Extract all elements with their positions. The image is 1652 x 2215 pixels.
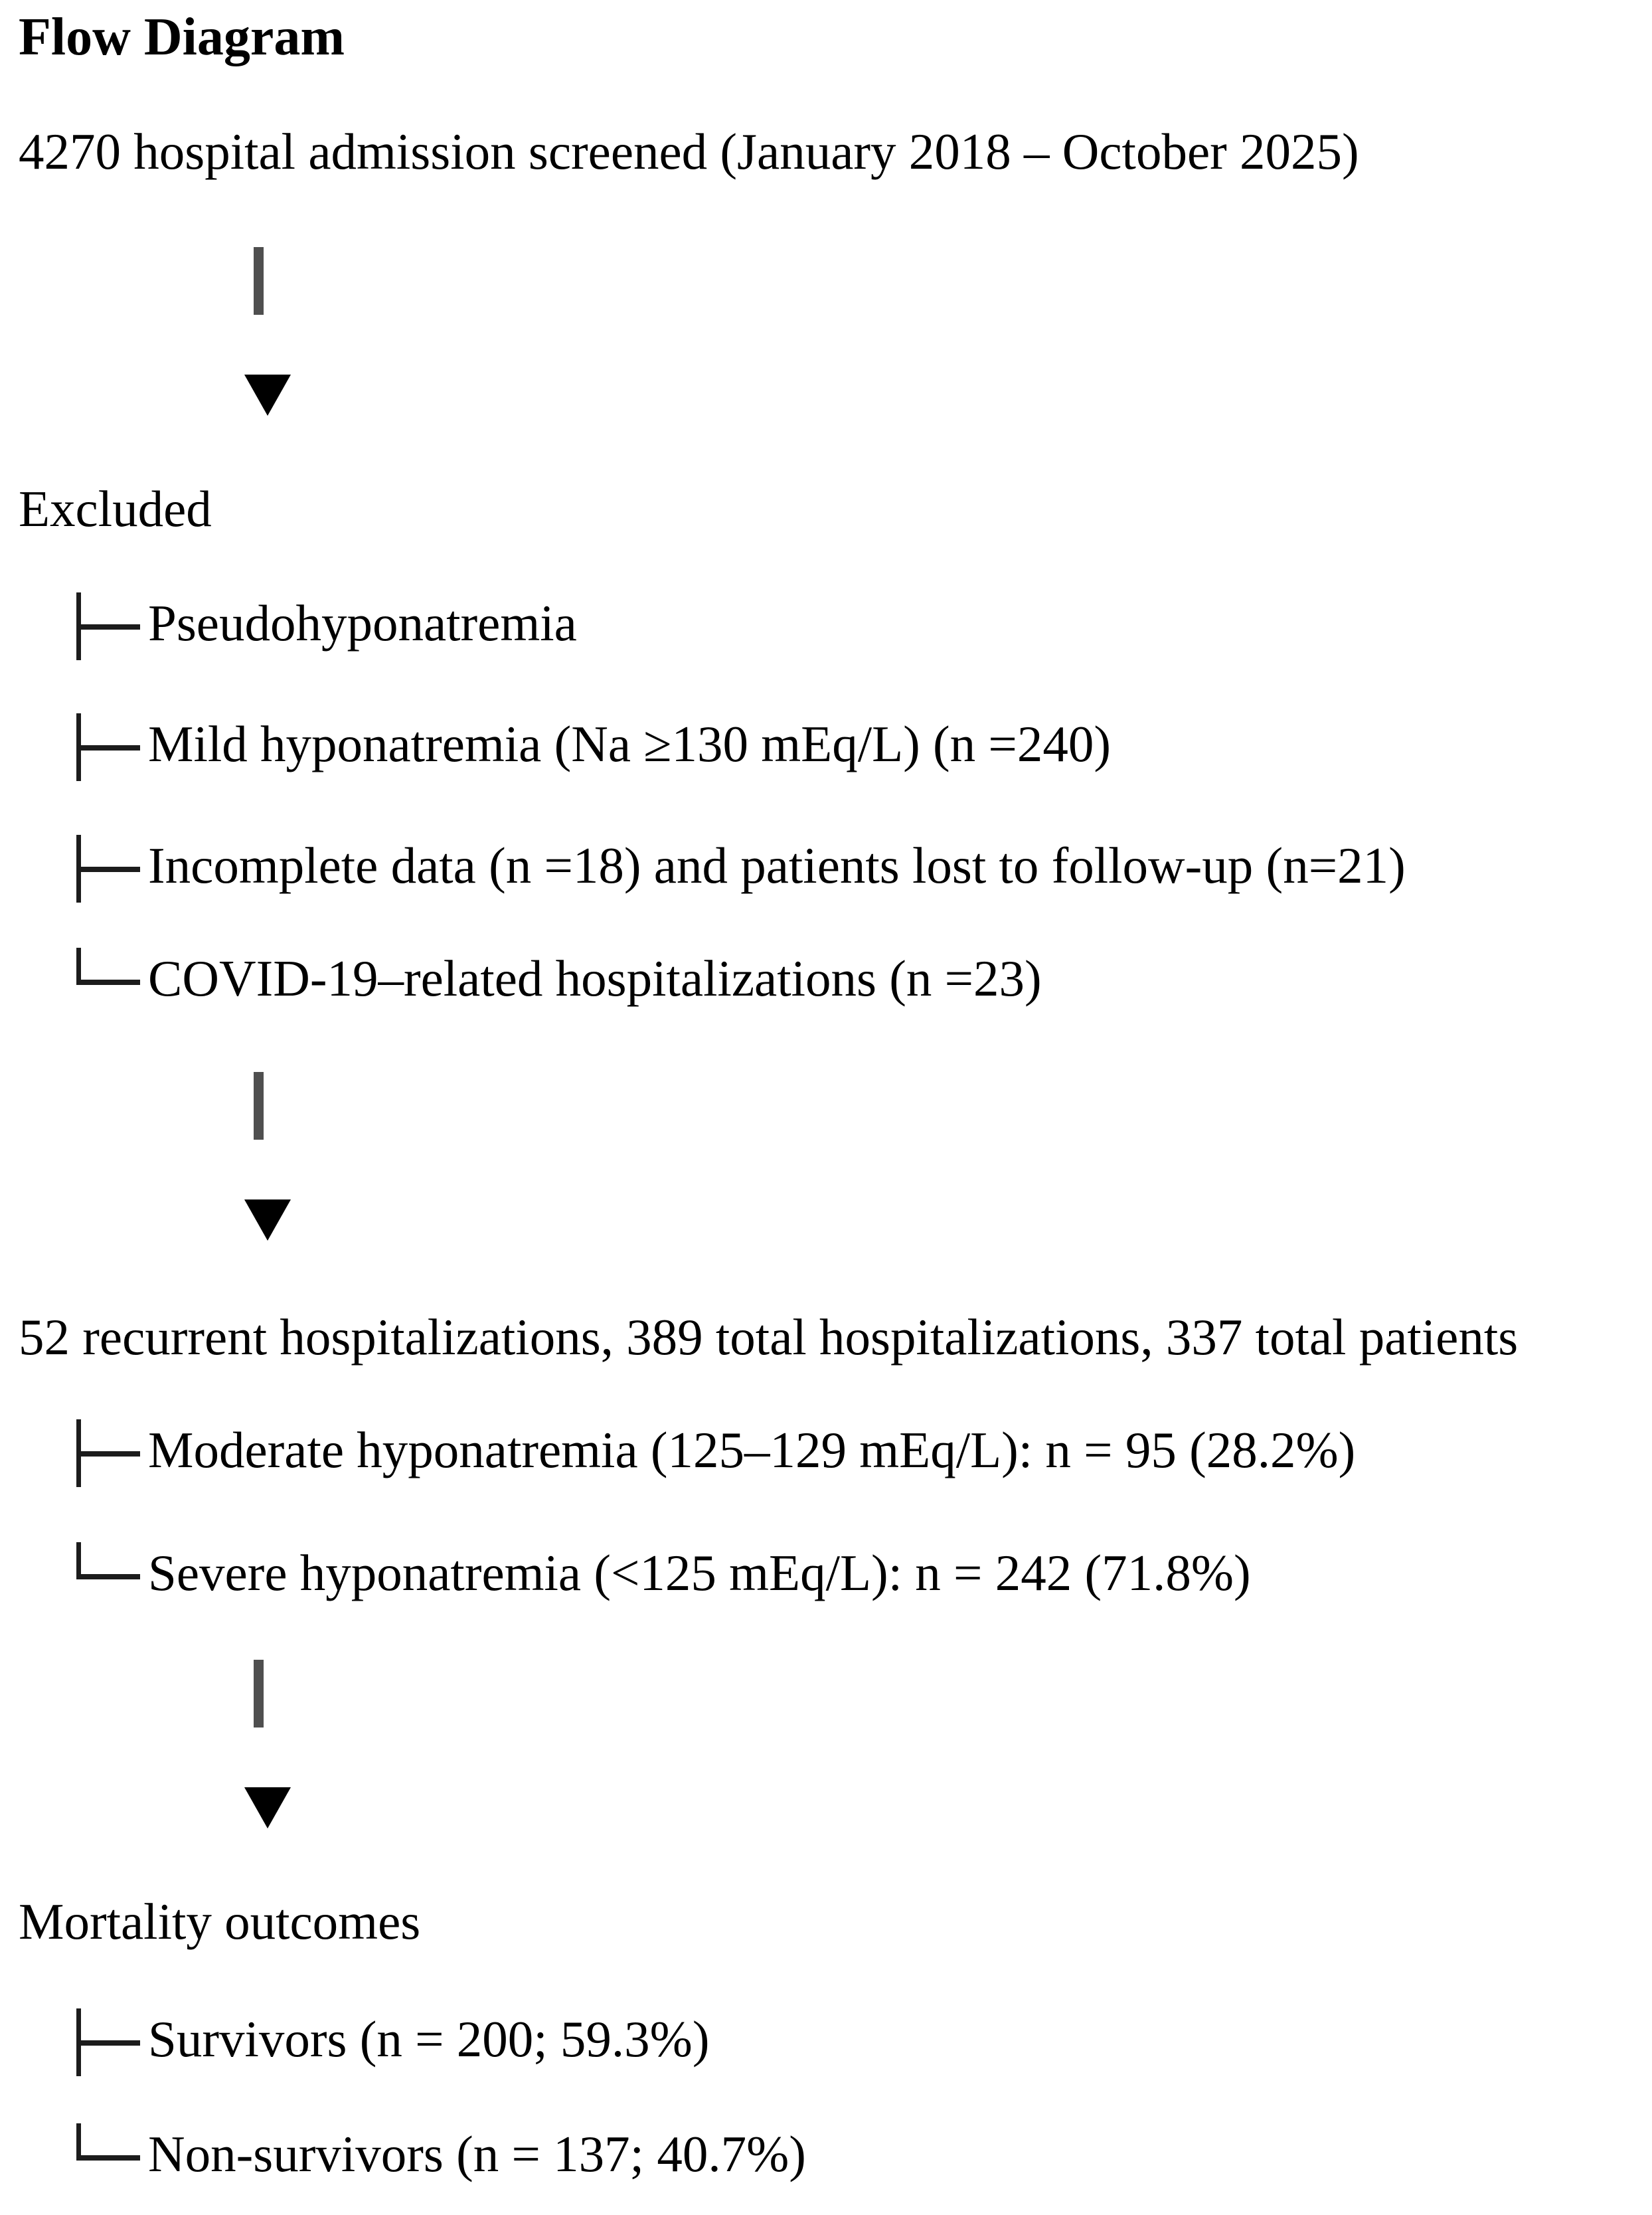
flow-arrow-2: [244, 1072, 317, 1241]
arrow-stem: [254, 1072, 264, 1140]
branch-horizontal-line: [76, 1451, 140, 1457]
tree-branch-end-icon: [76, 1540, 140, 1606]
tree-branch-icon: [76, 2006, 140, 2072]
branch-label: Pseudohyponatremia: [148, 594, 577, 652]
branch-label: Severe hyponatremia (<125 mEq/L): n = 242 (71.8%): [148, 1544, 1251, 1601]
tree-branch-end-icon: [76, 945, 140, 1012]
branch-row: [19, 711, 1652, 777]
branch-horizontal-line: [76, 2040, 140, 2046]
branch-horizontal-line: [76, 1574, 140, 1579]
page-title: Flow Diagram: [19, 8, 345, 66]
branch-horizontal-line: [76, 624, 140, 630]
tree-branch-icon: [76, 711, 140, 777]
arrow-down-icon: [244, 1787, 291, 1828]
branch-label: Mild hyponatremia (Na ≥130 mEq/L) (n =240): [148, 715, 1111, 772]
arrow-down-icon: [244, 1199, 291, 1241]
branch-label: Moderate hyponatremia (125–129 mEq/L): n = 95 (28.2%): [148, 1421, 1356, 1478]
section-heading-excluded: Excluded: [19, 480, 212, 537]
branch-horizontal-line: [76, 2155, 140, 2161]
branch-row: [19, 1417, 1652, 1483]
arrow-stem: [254, 247, 264, 315]
branch-horizontal-line: [76, 745, 140, 751]
branch-row: [19, 832, 1652, 899]
tree-branch-end-icon: [76, 2121, 140, 2187]
screened-line: 4270 hospital admission screened (January 2018 – October 2025): [19, 123, 1359, 180]
branch-label: Incomplete data (n =18) and patients lost to follow-up (n=21): [148, 837, 1406, 894]
branch-label: Non-survivors (n = 137; 40.7%): [148, 2125, 806, 2182]
branch-horizontal-line: [76, 867, 140, 872]
branch-label: Survivors (n = 200; 59.3%): [148, 2010, 710, 2068]
tree-branch-icon: [76, 590, 140, 656]
branch-row: [19, 2006, 1652, 2072]
branch-row: [19, 945, 1652, 1012]
branch-row: [19, 590, 1652, 656]
tree-branch-icon: [76, 832, 140, 899]
section-heading-mortality: Mortality outcomes: [19, 1893, 421, 1950]
branch-horizontal-line: [76, 980, 140, 985]
arrow-stem: [254, 1660, 264, 1728]
flow-arrow-1: [244, 247, 317, 416]
branch-row: [19, 2121, 1652, 2187]
branch-row: [19, 1540, 1652, 1606]
branch-label: COVID-19–related hospitalizations (n =23): [148, 950, 1042, 1007]
flow-arrow-3: [244, 1660, 317, 1828]
section-heading-cohort: 52 recurrent hospitalizations, 389 total hospitalizations, 337 total patients: [19, 1308, 1519, 1366]
arrow-down-icon: [244, 375, 291, 416]
tree-branch-icon: [76, 1417, 140, 1483]
